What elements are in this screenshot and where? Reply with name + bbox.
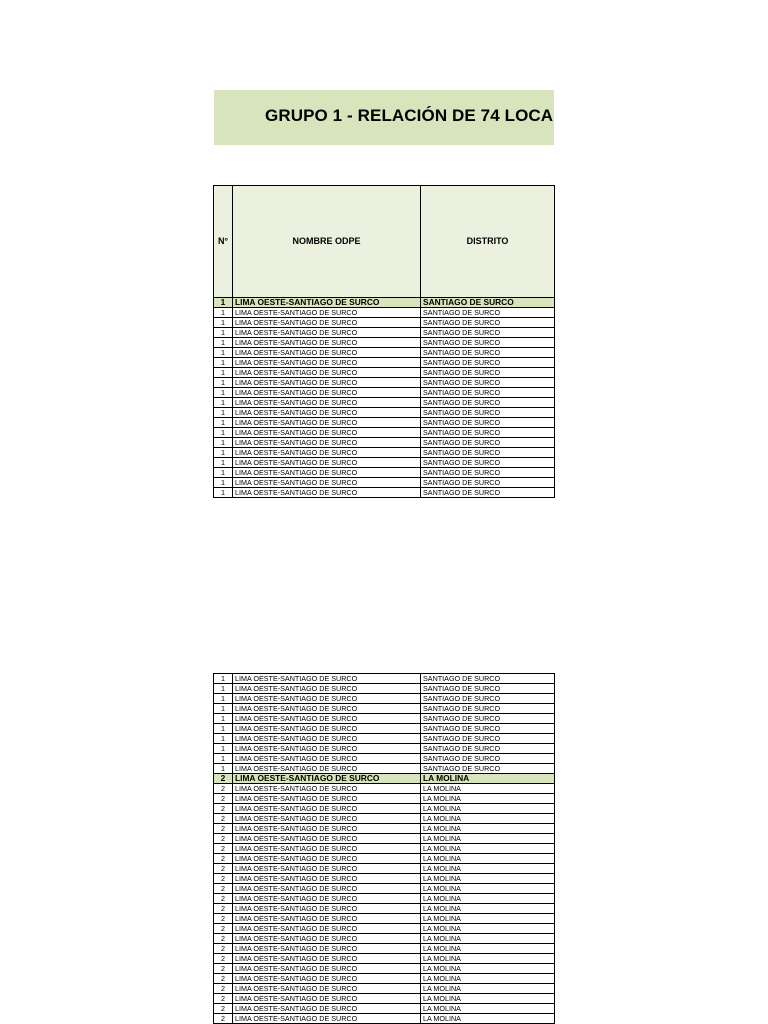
table-row: [214, 458, 555, 468]
cell-number: 2: [214, 864, 233, 874]
cell-distrito: SANTIAGO DE SURCO: [421, 298, 555, 308]
cell-distrito: LA MOLINA: [421, 914, 555, 924]
cell-number: 1: [214, 308, 233, 318]
cell-nombre-odpe: LIMA OESTE-SANTIAGO DE SURCO: [233, 954, 421, 964]
table-row: [214, 904, 555, 914]
cell-nombre-odpe: LIMA OESTE-SANTIAGO DE SURCO: [233, 934, 421, 944]
cell-distrito: SANTIAGO DE SURCO: [421, 348, 555, 358]
cell-number: 1: [214, 318, 233, 328]
table-row: [214, 884, 555, 894]
cell-nombre-odpe: LIMA OESTE-SANTIAGO DE SURCO: [233, 1014, 421, 1024]
cell-distrito: SANTIAGO DE SURCO: [421, 674, 555, 684]
cell-nombre-odpe: LIMA OESTE-SANTIAGO DE SURCO: [233, 984, 421, 994]
cell-nombre-odpe: LIMA OESTE-SANTIAGO DE SURCO: [233, 824, 421, 834]
cell-distrito: SANTIAGO DE SURCO: [421, 694, 555, 704]
cell-number: 1: [214, 398, 233, 408]
cell-nombre-odpe: LIMA OESTE-SANTIAGO DE SURCO: [233, 944, 421, 954]
cell-distrito: LA MOLINA: [421, 954, 555, 964]
cell-number: 2: [214, 834, 233, 844]
table-row: [214, 984, 555, 994]
cell-distrito: SANTIAGO DE SURCO: [421, 448, 555, 458]
cell-distrito: SANTIAGO DE SURCO: [421, 318, 555, 328]
cell-nombre-odpe: LIMA OESTE-SANTIAGO DE SURCO: [233, 844, 421, 854]
cell-distrito: SANTIAGO DE SURCO: [421, 684, 555, 694]
cell-number: 2: [214, 974, 233, 984]
cell-distrito: LA MOLINA: [421, 874, 555, 884]
table-row: [214, 1004, 555, 1014]
cell-number: 1: [214, 724, 233, 734]
cell-nombre-odpe: LIMA OESTE-SANTIAGO DE SURCO: [233, 924, 421, 934]
cell-number: 2: [214, 874, 233, 884]
table-row: [214, 318, 555, 328]
cell-number: 2: [214, 934, 233, 944]
cell-distrito: SANTIAGO DE SURCO: [421, 468, 555, 478]
cell-number: 2: [214, 1004, 233, 1014]
header-nombre-odpe: NOMBRE ODPE: [233, 186, 421, 298]
table-row: [214, 348, 555, 358]
table-row: [214, 864, 555, 874]
cell-distrito: SANTIAGO DE SURCO: [421, 724, 555, 734]
cell-number: 1: [214, 358, 233, 368]
table-row: [214, 714, 555, 724]
cell-distrito: LA MOLINA: [421, 894, 555, 904]
cell-distrito: LA MOLINA: [421, 884, 555, 894]
table-row: [214, 694, 555, 704]
cell-number: 2: [214, 894, 233, 904]
cell-distrito: SANTIAGO DE SURCO: [421, 754, 555, 764]
cell-number: 1: [214, 488, 233, 498]
cell-nombre-odpe: LIMA OESTE-SANTIAGO DE SURCO: [233, 478, 421, 488]
cell-nombre-odpe: LIMA OESTE-SANTIAGO DE SURCO: [233, 418, 421, 428]
cell-number: 1: [214, 754, 233, 764]
cell-number: 1: [214, 428, 233, 438]
cell-nombre-odpe: LIMA OESTE-SANTIAGO DE SURCO: [233, 864, 421, 874]
cell-distrito: SANTIAGO DE SURCO: [421, 308, 555, 318]
table-row: [214, 824, 555, 834]
cell-number: 1: [214, 714, 233, 724]
table-row: [214, 784, 555, 794]
cell-nombre-odpe: LIMA OESTE-SANTIAGO DE SURCO: [233, 694, 421, 704]
cell-distrito: SANTIAGO DE SURCO: [421, 378, 555, 388]
table-row: [214, 338, 555, 348]
header-number: N°: [214, 186, 233, 298]
cell-distrito: LA MOLINA: [421, 924, 555, 934]
table-row: [214, 814, 555, 824]
cell-distrito: SANTIAGO DE SURCO: [421, 358, 555, 368]
cell-nombre-odpe: LIMA OESTE-SANTIAGO DE SURCO: [233, 368, 421, 378]
cell-nombre-odpe: LIMA OESTE-SANTIAGO DE SURCO: [233, 438, 421, 448]
cell-distrito: LA MOLINA: [421, 824, 555, 834]
cell-number: 2: [214, 814, 233, 824]
cell-nombre-odpe: LIMA OESTE-SANTIAGO DE SURCO: [233, 674, 421, 684]
cell-distrito: LA MOLINA: [421, 904, 555, 914]
cell-number: 1: [214, 378, 233, 388]
table-row: [214, 794, 555, 804]
cell-number: 1: [214, 734, 233, 744]
cell-distrito: SANTIAGO DE SURCO: [421, 418, 555, 428]
locales-table-top: [213, 185, 555, 498]
cell-number: 1: [214, 298, 233, 308]
cell-number: 1: [214, 744, 233, 754]
table-row: [214, 744, 555, 754]
cell-nombre-odpe: LIMA OESTE-SANTIAGO DE SURCO: [233, 1004, 421, 1014]
cell-number: 2: [214, 994, 233, 1004]
cell-number: 2: [214, 804, 233, 814]
cell-distrito: SANTIAGO DE SURCO: [421, 488, 555, 498]
cell-nombre-odpe: LIMA OESTE-SANTIAGO DE SURCO: [233, 884, 421, 894]
cell-distrito: SANTIAGO DE SURCO: [421, 388, 555, 398]
cell-distrito: LA MOLINA: [421, 804, 555, 814]
cell-distrito: LA MOLINA: [421, 964, 555, 974]
cell-number: 1: [214, 418, 233, 428]
table-row: [214, 674, 555, 684]
cell-number: 2: [214, 984, 233, 994]
cell-number: 2: [214, 794, 233, 804]
cell-number: 1: [214, 328, 233, 338]
cell-nombre-odpe: LIMA OESTE-SANTIAGO DE SURCO: [233, 874, 421, 884]
table-row: [214, 388, 555, 398]
cell-nombre-odpe: LIMA OESTE-SANTIAGO DE SURCO: [233, 338, 421, 348]
table-row: [214, 358, 555, 368]
cell-nombre-odpe: LIMA OESTE-SANTIAGO DE SURCO: [233, 784, 421, 794]
cell-nombre-odpe: LIMA OESTE-SANTIAGO DE SURCO: [233, 378, 421, 388]
table-row: [214, 964, 555, 974]
cell-nombre-odpe: LIMA OESTE-SANTIAGO DE SURCO: [233, 358, 421, 368]
table-row: [214, 994, 555, 1004]
cell-number: 2: [214, 944, 233, 954]
cell-nombre-odpe: LIMA OESTE-SANTIAGO DE SURCO: [233, 854, 421, 864]
cell-number: 2: [214, 854, 233, 864]
cell-number: 1: [214, 348, 233, 358]
cell-nombre-odpe: LIMA OESTE-SANTIAGO DE SURCO: [233, 704, 421, 714]
cell-number: 2: [214, 914, 233, 924]
cell-number: 1: [214, 478, 233, 488]
cell-distrito: LA MOLINA: [421, 814, 555, 824]
cell-number: 2: [214, 1014, 233, 1024]
cell-distrito: SANTIAGO DE SURCO: [421, 764, 555, 774]
cell-number: 1: [214, 468, 233, 478]
cell-nombre-odpe: LIMA OESTE-SANTIAGO DE SURCO: [233, 774, 421, 784]
table-row: [214, 438, 555, 448]
cell-number: 2: [214, 784, 233, 794]
cell-nombre-odpe: LIMA OESTE-SANTIAGO DE SURCO: [233, 764, 421, 774]
table-row: [214, 408, 555, 418]
cell-distrito: LA MOLINA: [421, 864, 555, 874]
cell-number: 1: [214, 368, 233, 378]
cell-distrito: SANTIAGO DE SURCO: [421, 744, 555, 754]
table-row: [214, 684, 555, 694]
table-row: [214, 934, 555, 944]
cell-nombre-odpe: LIMA OESTE-SANTIAGO DE SURCO: [233, 834, 421, 844]
cell-distrito: SANTIAGO DE SURCO: [421, 714, 555, 724]
table-group-row: [214, 774, 555, 784]
cell-number: 2: [214, 954, 233, 964]
table-row: [214, 428, 555, 438]
cell-distrito: SANTIAGO DE SURCO: [421, 428, 555, 438]
cell-nombre-odpe: LIMA OESTE-SANTIAGO DE SURCO: [233, 754, 421, 764]
cell-nombre-odpe: LIMA OESTE-SANTIAGO DE SURCO: [233, 448, 421, 458]
cell-distrito: SANTIAGO DE SURCO: [421, 704, 555, 714]
cell-nombre-odpe: LIMA OESTE-SANTIAGO DE SURCO: [233, 328, 421, 338]
cell-nombre-odpe: LIMA OESTE-SANTIAGO DE SURCO: [233, 348, 421, 358]
table-row: [214, 368, 555, 378]
table-row: [214, 844, 555, 854]
table-row: [214, 378, 555, 388]
cell-nombre-odpe: LIMA OESTE-SANTIAGO DE SURCO: [233, 994, 421, 1004]
title-banner: [214, 90, 554, 145]
cell-nombre-odpe: LIMA OESTE-SANTIAGO DE SURCO: [233, 724, 421, 734]
cell-nombre-odpe: LIMA OESTE-SANTIAGO DE SURCO: [233, 388, 421, 398]
cell-nombre-odpe: LIMA OESTE-SANTIAGO DE SURCO: [233, 964, 421, 974]
header-distrito: DISTRITO: [421, 186, 555, 298]
table-row: [214, 914, 555, 924]
table-row: [214, 954, 555, 964]
table-row: [214, 724, 555, 734]
cell-nombre-odpe: LIMA OESTE-SANTIAGO DE SURCO: [233, 428, 421, 438]
cell-number: 1: [214, 764, 233, 774]
cell-distrito: LA MOLINA: [421, 974, 555, 984]
cell-distrito: LA MOLINA: [421, 994, 555, 1004]
cell-distrito: SANTIAGO DE SURCO: [421, 734, 555, 744]
cell-distrito: LA MOLINA: [421, 1004, 555, 1014]
cell-distrito: SANTIAGO DE SURCO: [421, 338, 555, 348]
cell-nombre-odpe: LIMA OESTE-SANTIAGO DE SURCO: [233, 714, 421, 724]
table-row: [214, 418, 555, 428]
cell-nombre-odpe: LIMA OESTE-SANTIAGO DE SURCO: [233, 804, 421, 814]
cell-distrito: SANTIAGO DE SURCO: [421, 408, 555, 418]
cell-distrito: SANTIAGO DE SURCO: [421, 478, 555, 488]
cell-number: 1: [214, 458, 233, 468]
cell-distrito: LA MOLINA: [421, 934, 555, 944]
cell-distrito: LA MOLINA: [421, 854, 555, 864]
cell-nombre-odpe: LIMA OESTE-SANTIAGO DE SURCO: [233, 308, 421, 318]
cell-nombre-odpe: LIMA OESTE-SANTIAGO DE SURCO: [233, 408, 421, 418]
table-row: [214, 448, 555, 458]
cell-nombre-odpe: LIMA OESTE-SANTIAGO DE SURCO: [233, 488, 421, 498]
cell-number: 1: [214, 694, 233, 704]
table-row: [214, 488, 555, 498]
cell-distrito: LA MOLINA: [421, 834, 555, 844]
cell-nombre-odpe: LIMA OESTE-SANTIAGO DE SURCO: [233, 894, 421, 904]
table-row: [214, 754, 555, 764]
locales-table-bottom: [213, 673, 555, 1024]
cell-number: 1: [214, 684, 233, 694]
table-row: [214, 974, 555, 984]
cell-distrito: LA MOLINA: [421, 794, 555, 804]
cell-nombre-odpe: LIMA OESTE-SANTIAGO DE SURCO: [233, 794, 421, 804]
cell-distrito: SANTIAGO DE SURCO: [421, 398, 555, 408]
table-row: [214, 308, 555, 318]
table-row: [214, 924, 555, 934]
cell-number: 1: [214, 388, 233, 398]
cell-nombre-odpe: LIMA OESTE-SANTIAGO DE SURCO: [233, 684, 421, 694]
cell-nombre-odpe: LIMA OESTE-SANTIAGO DE SURCO: [233, 974, 421, 984]
cell-distrito: LA MOLINA: [421, 784, 555, 794]
cell-number: 1: [214, 438, 233, 448]
cell-distrito: LA MOLINA: [421, 1014, 555, 1024]
table-row: [214, 804, 555, 814]
cell-nombre-odpe: LIMA OESTE-SANTIAGO DE SURCO: [233, 468, 421, 478]
table-row: [214, 478, 555, 488]
table-group-row: [214, 298, 555, 308]
cell-number: 2: [214, 824, 233, 834]
cell-number: 2: [214, 884, 233, 894]
table-row: [214, 398, 555, 408]
cell-distrito: LA MOLINA: [421, 944, 555, 954]
cell-distrito: LA MOLINA: [421, 844, 555, 854]
table-row: [214, 944, 555, 954]
cell-distrito: SANTIAGO DE SURCO: [421, 438, 555, 448]
table-row: [214, 468, 555, 478]
cell-distrito: SANTIAGO DE SURCO: [421, 368, 555, 378]
cell-number: 1: [214, 674, 233, 684]
cell-distrito: SANTIAGO DE SURCO: [421, 458, 555, 468]
table-row: [214, 834, 555, 844]
table-row: [214, 894, 555, 904]
cell-distrito: LA MOLINA: [421, 984, 555, 994]
page-title: GRUPO 1 - RELACIÓN DE 74 LOCA: [265, 106, 554, 125]
cell-nombre-odpe: LIMA OESTE-SANTIAGO DE SURCO: [233, 318, 421, 328]
cell-nombre-odpe: LIMA OESTE-SANTIAGO DE SURCO: [233, 904, 421, 914]
cell-distrito: SANTIAGO DE SURCO: [421, 328, 555, 338]
cell-number: 2: [214, 774, 233, 784]
cell-nombre-odpe: LIMA OESTE-SANTIAGO DE SURCO: [233, 814, 421, 824]
cell-nombre-odpe: LIMA OESTE-SANTIAGO DE SURCO: [233, 398, 421, 408]
cell-number: 1: [214, 408, 233, 418]
cell-number: 2: [214, 924, 233, 934]
table-row: [214, 874, 555, 884]
table-row: [214, 854, 555, 864]
table-header-row: [214, 186, 555, 298]
cell-number: 2: [214, 964, 233, 974]
table-row: [214, 328, 555, 338]
cell-distrito: LA MOLINA: [421, 774, 555, 784]
table-row: [214, 764, 555, 774]
cell-nombre-odpe: LIMA OESTE-SANTIAGO DE SURCO: [233, 458, 421, 468]
cell-number: 2: [214, 904, 233, 914]
cell-number: 2: [214, 844, 233, 854]
cell-number: 1: [214, 338, 233, 348]
table-row: [214, 1014, 555, 1024]
cell-number: 1: [214, 704, 233, 714]
cell-nombre-odpe: LIMA OESTE-SANTIAGO DE SURCO: [233, 734, 421, 744]
cell-nombre-odpe: LIMA OESTE-SANTIAGO DE SURCO: [233, 744, 421, 754]
cell-nombre-odpe: LIMA OESTE-SANTIAGO DE SURCO: [233, 298, 421, 308]
table-row: [214, 704, 555, 714]
cell-nombre-odpe: LIMA OESTE-SANTIAGO DE SURCO: [233, 914, 421, 924]
table-row: [214, 734, 555, 744]
cell-number: 1: [214, 448, 233, 458]
